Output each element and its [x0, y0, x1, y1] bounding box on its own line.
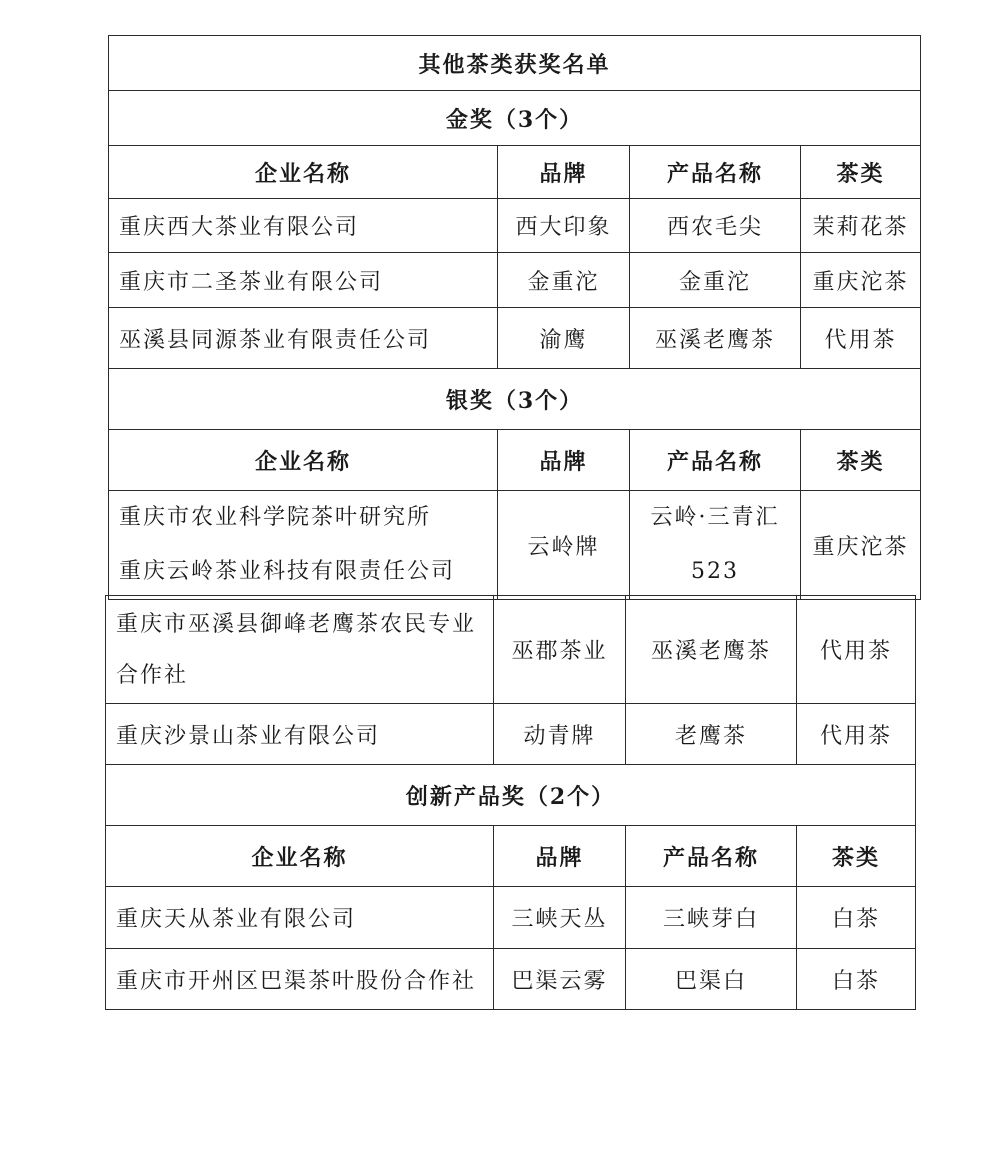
awards-table-upper — [108, 35, 921, 600]
table-row — [106, 949, 916, 1010]
table-row — [106, 887, 916, 949]
product-cell — [630, 491, 801, 600]
col-header-category: 茶类 — [797, 826, 916, 887]
innovation-section-header: 创新产品奖（2个） — [106, 765, 916, 826]
brand-cell: 巫郡茶业 — [494, 596, 626, 704]
table-row — [109, 491, 921, 600]
product-line: 523 — [691, 559, 739, 584]
category-cell: 重庆沱茶 — [801, 253, 921, 308]
company-line: 重庆市农业科学院茶叶研究所 — [119, 505, 432, 530]
company-line: 重庆云岭茶业科技有限责任公司 — [119, 559, 456, 584]
table-row — [109, 308, 921, 369]
product-cell: 巴渠白 — [626, 949, 797, 1010]
product-cell: 西农毛尖 — [630, 199, 801, 253]
company-cell: 巫溪县同源茶业有限责任公司 — [109, 308, 498, 369]
category-cell: 重庆沱茶 — [801, 491, 921, 600]
gold-section-header: 金奖（3个） — [109, 91, 921, 146]
brand-cell: 动青牌 — [494, 704, 626, 765]
brand-cell: 巴渠云雾 — [494, 949, 626, 1010]
silver-section-header: 银奖（3个） — [109, 369, 921, 430]
company-cell: 重庆西大茶业有限公司 — [109, 199, 498, 253]
company-cell: 重庆市开州区巴渠茶叶股份合作社 — [106, 949, 494, 1010]
header-row — [106, 826, 916, 887]
table-row — [109, 199, 921, 253]
category-cell: 代用茶 — [797, 704, 916, 765]
col-header-product: 产品名称 — [630, 430, 801, 491]
col-header-brand: 品牌 — [498, 430, 630, 491]
page-title: 其他茶类获奖名单 — [109, 36, 921, 91]
company-cell — [109, 491, 498, 600]
company-cell — [106, 596, 494, 704]
col-header-company: 企业名称 — [109, 146, 498, 199]
product-cell: 巫溪老鹰茶 — [630, 308, 801, 369]
brand-cell: 三峡天丛 — [494, 887, 626, 949]
col-header-product: 产品名称 — [626, 826, 797, 887]
company-cell: 重庆天从茶业有限公司 — [106, 887, 494, 949]
product-cell: 老鹰茶 — [626, 704, 797, 765]
brand-cell: 渝鹰 — [498, 308, 630, 369]
company-cell: 重庆市二圣茶业有限公司 — [109, 253, 498, 308]
company-line: 合作社 — [116, 662, 189, 688]
col-header-product: 产品名称 — [630, 146, 801, 199]
header-row — [109, 430, 921, 491]
category-cell: 代用茶 — [801, 308, 921, 369]
product-cell: 三峡芽白 — [626, 887, 797, 949]
col-header-company: 企业名称 — [106, 826, 494, 887]
category-cell: 白茶 — [797, 949, 916, 1010]
header-row — [109, 146, 921, 199]
product-line: 云岭·三青汇 — [650, 505, 780, 530]
brand-cell: 西大印象 — [498, 199, 630, 253]
table-row — [106, 596, 916, 704]
product-cell: 巫溪老鹰茶 — [626, 596, 797, 704]
col-header-brand: 品牌 — [498, 146, 630, 199]
awards-table-lower — [105, 595, 916, 1010]
category-cell: 代用茶 — [797, 596, 916, 704]
brand-cell: 金重沱 — [498, 253, 630, 308]
col-header-category: 茶类 — [801, 146, 921, 199]
company-line: 重庆市巫溪县御峰老鹰茶农民专业 — [116, 611, 477, 637]
col-header-brand: 品牌 — [494, 826, 626, 887]
table-row — [106, 704, 916, 765]
category-cell: 白茶 — [797, 887, 916, 949]
product-cell: 金重沱 — [630, 253, 801, 308]
table-row — [109, 253, 921, 308]
col-header-company: 企业名称 — [109, 430, 498, 491]
category-cell: 茉莉花茶 — [801, 199, 921, 253]
col-header-category: 茶类 — [801, 430, 921, 491]
brand-cell: 云岭牌 — [498, 491, 630, 600]
company-cell: 重庆沙景山茶业有限公司 — [106, 704, 494, 765]
